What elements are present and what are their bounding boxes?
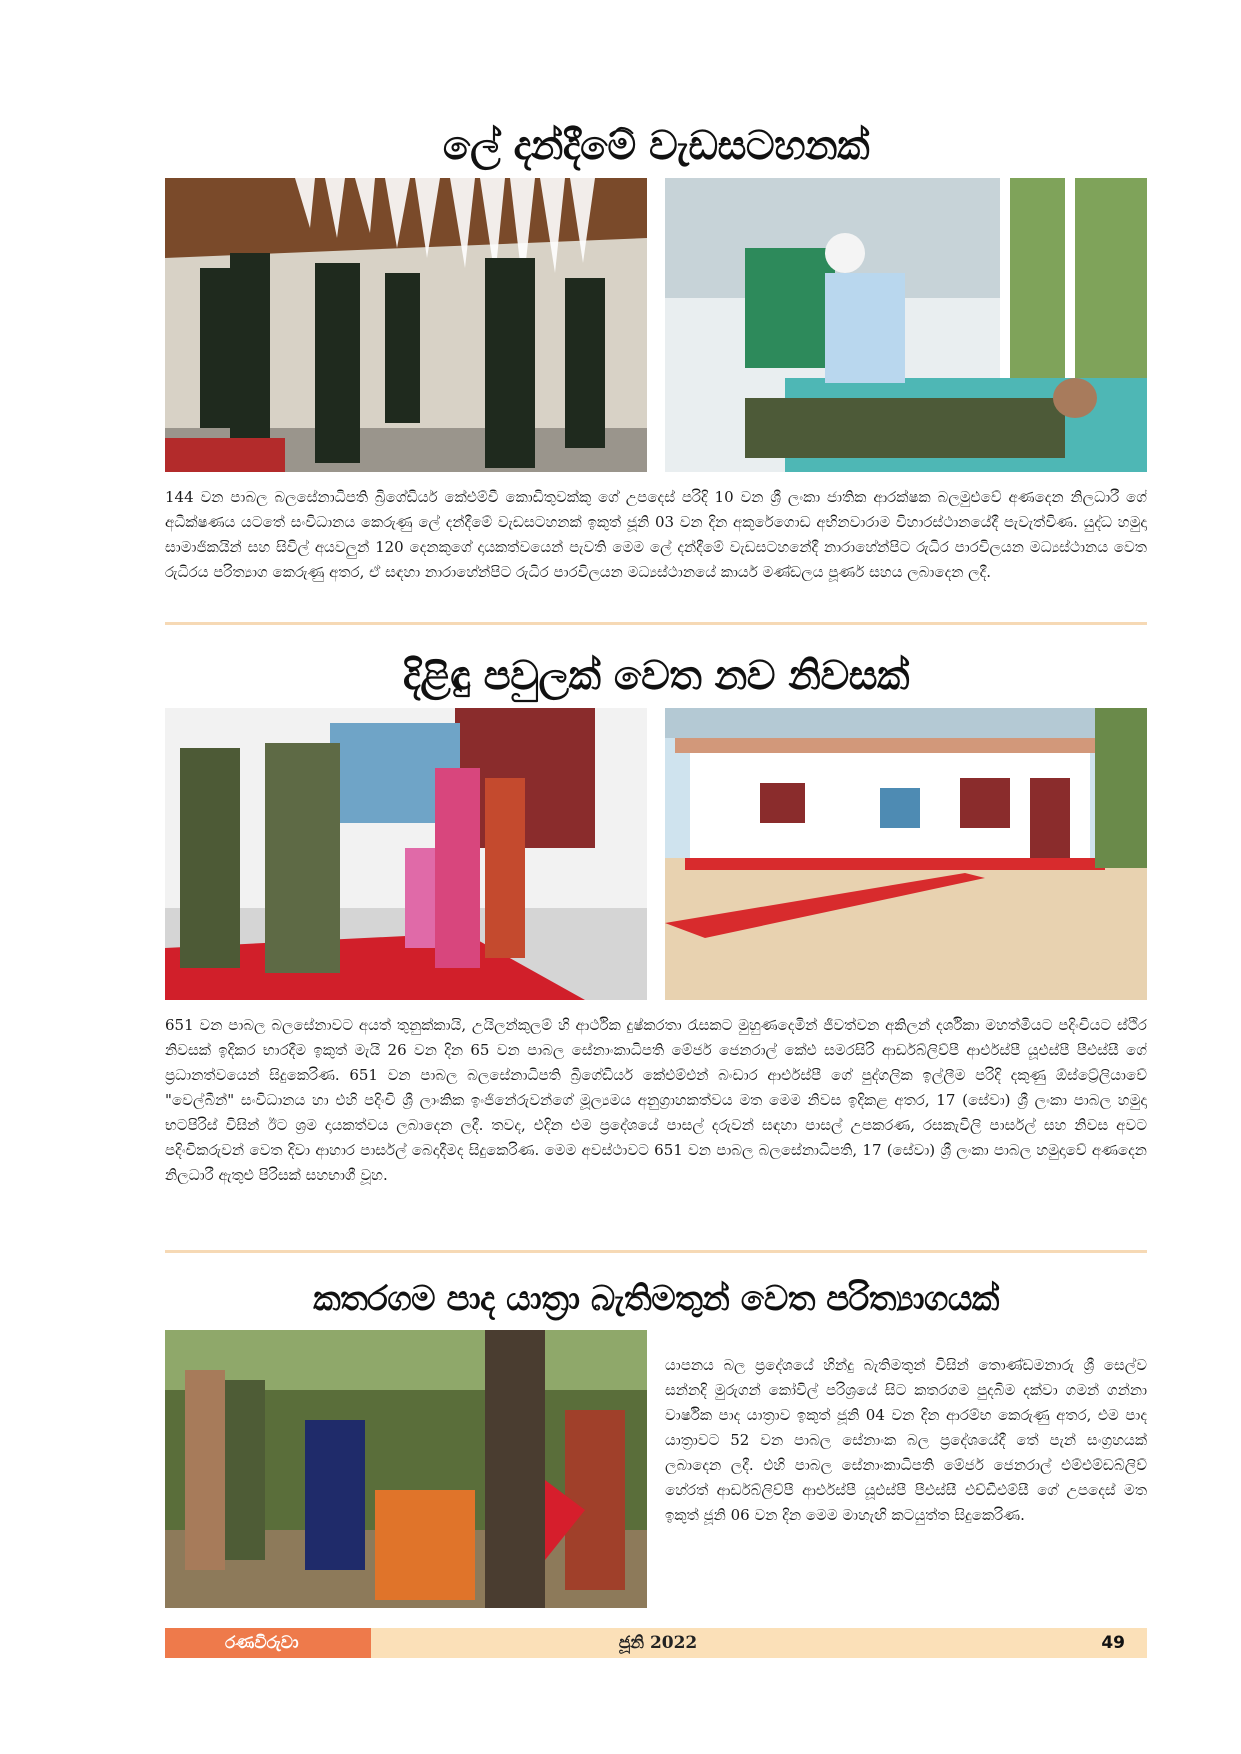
- footer-brand: රණවිරුවා: [165, 1628, 371, 1658]
- section-1-photo-left: [165, 178, 647, 472]
- section-divider: [165, 1250, 1147, 1253]
- section-1-headline: ලේ දන්දීමේ වැඩසටහනක්: [442, 123, 870, 169]
- section-2-headline: දිළිඳු පවුලක් වෙත නව නිවසක්: [403, 653, 909, 699]
- section-3-headline: කතරගම පාද යාත්‍රා බැතිමතුන් වෙත පරිත්‍යාගයක්: [313, 1279, 999, 1319]
- section-3-body: යාපනය බල ප්‍රදේශයේ හින්දු බැතිමතුන් විසින් තොණ්ඩමනාරු ශ්‍රී සෙල්ව සන්නදි මුරුගන් කෝවිල් පරිශ්‍රයේ සිට කතරගම පුදබිම දක්වා ගමන් ගන්නා වාර්ෂික පාද යාත්‍රාව ඉකුත් ජූනි 04 වන දින ආරම්භ කෙරුණු අතර, එම පාද යාත්‍රාවට 52 වන පාබල සේනාංක බල ප්‍රදේශයේදී තේ පැන් සංග්‍රහයක් ලබාදෙන ලදී. එහි පාබල සේනාංකාධිපති මේජර් ජෙනරාල් එම්එම්ඩබ්ලිව් හේරත් ආර්ඩබ්ලිව්පී ආර්එස්පී යූඑස්පී පීඑස්සී එච්ඩීඑම්සී ගේ උපදෙස් මත ඉකුත් ජූනි 06 වන දින මෙම මාහැඟි කටයුත්ත සිදුකෙරිණ.: [665, 1356, 1147, 1524]
- section-1-body: 144 වන පාබල බලසේනාධිපති බ්‍රිගේඩියර් කේඑම්වී කොඩිතුවක්කු ගේ උපදෙස් පරිදි 10 වන ශ්‍රී ලංකා ජාතික ආරක්ෂක බලමුළුවේ අණදෙන නිලධාරී ගේ අධීක්ෂණය යටතේ සංවිධානය කෙරුණු ලේ දන්දීමේ වැඩසටහනක් ඉකුත් ජූනි 03 වන දින අකුරේගොඩ අභිනවාරාම විහාරස්ථානයේදී පැවැත්විණ. යුද්ධ හමුදා සාමාජිකයින් සහ සිවිල් අයවලුන් 120 දෙනකුගේ දායකත්වයෙන් පැවති මෙම ලේ දන්දීමේ වැඩසටහනේදී නාරාහේන්පිට රුධිර පාරවිලයන මධ්‍යස්ථානය වෙත රුධිරය පරිත්‍යාග කෙරුණු අතර, ඒ සඳහා නාරාහේන්පිට රුධිර පාරවිලයන මධ්‍යස්ථානයේ කාර්ය මණ්ඩලය පූර්ණ සහය ලබාදෙන ලදී.: [165, 488, 1147, 581]
- page-number: 49: [1101, 1633, 1125, 1653]
- section-2-photo-left: [165, 708, 647, 1000]
- footer-issue-date: ජූනි 2022: [618, 1633, 698, 1653]
- page-footer: [165, 1628, 1147, 1658]
- section-2-body: 651 වන පාබල බලසේනාවට අයත් තුනුක්කායි, උයිලන්කුලම් හි ආර්ථික දුෂ්කරතා රැසකට මුහුණදෙමින් ජීවත්වන අකිලන් දර්ශිකා මහත්මියට පදිංචියට ස්ථිර නිවසක් ඉදිකර භාරදීම ඉකුත් මැයි 26 වන දින 65 වන පාබල සේනාංකාධිපති මේජර් ජෙනරාල් කේඑ සමරසිරි ආර්ඩබ්ලිව්පී ආර්එස්පී යූඑස්පී පීඑස්සී ගේ ප්‍රධානත්වයෙන් සිදුකෙරිණ. 651 වන පාබල බලසේනාධිපති බ්‍රිගේඩියර් කේඑම්එන් බංඩාර ආර්එස්පී ගේ පුද්ගලික ඉල්ලීම පරිදි දකුණු ඕස්ට්‍රේලියාවේ "වෙල්බීන්" සංවිධානය හා එහි පදිංචි ශ්‍රී ලාංකික ඉංජිනේරුවන්ගේ මූල්‍යමය අනුග්‍රාහකත්වය මත මෙම නිවස ඉදිකළ අතර, 17 (සේවා) ශ්‍රී ලංකා පාබල හමුදා භටපිරිස් විසින් ඊට ශ්‍රම දායකත්වය ලබාදෙන ලදී. තවද, එදින එම ප්‍රදේශයේ පාසල් දරුවන් සඳහා පාසල් උපකරණ, රසකැවිලි පාර්සල් සහ නිවස අවට පදිංචිකරුවන් වෙත දිවා ආහාර පාර්සල් බෙදාදීමද සිදුකෙරිණ. මෙම අවස්ථාවට 651 වන පාබල බලසේනාධිපති, 17 (සේවා) ශ්‍රී ලංකා පාබල හමුදාවේ අණදෙන නිලධාරී ඇතුළු පිරිසක් සහභාගී වූහ.: [165, 1016, 1147, 1184]
- section-divider: [165, 622, 1147, 625]
- section-2-photo-right: [665, 708, 1147, 1000]
- section-1-photo-right: [665, 178, 1147, 472]
- section-3-photo: [165, 1330, 647, 1608]
